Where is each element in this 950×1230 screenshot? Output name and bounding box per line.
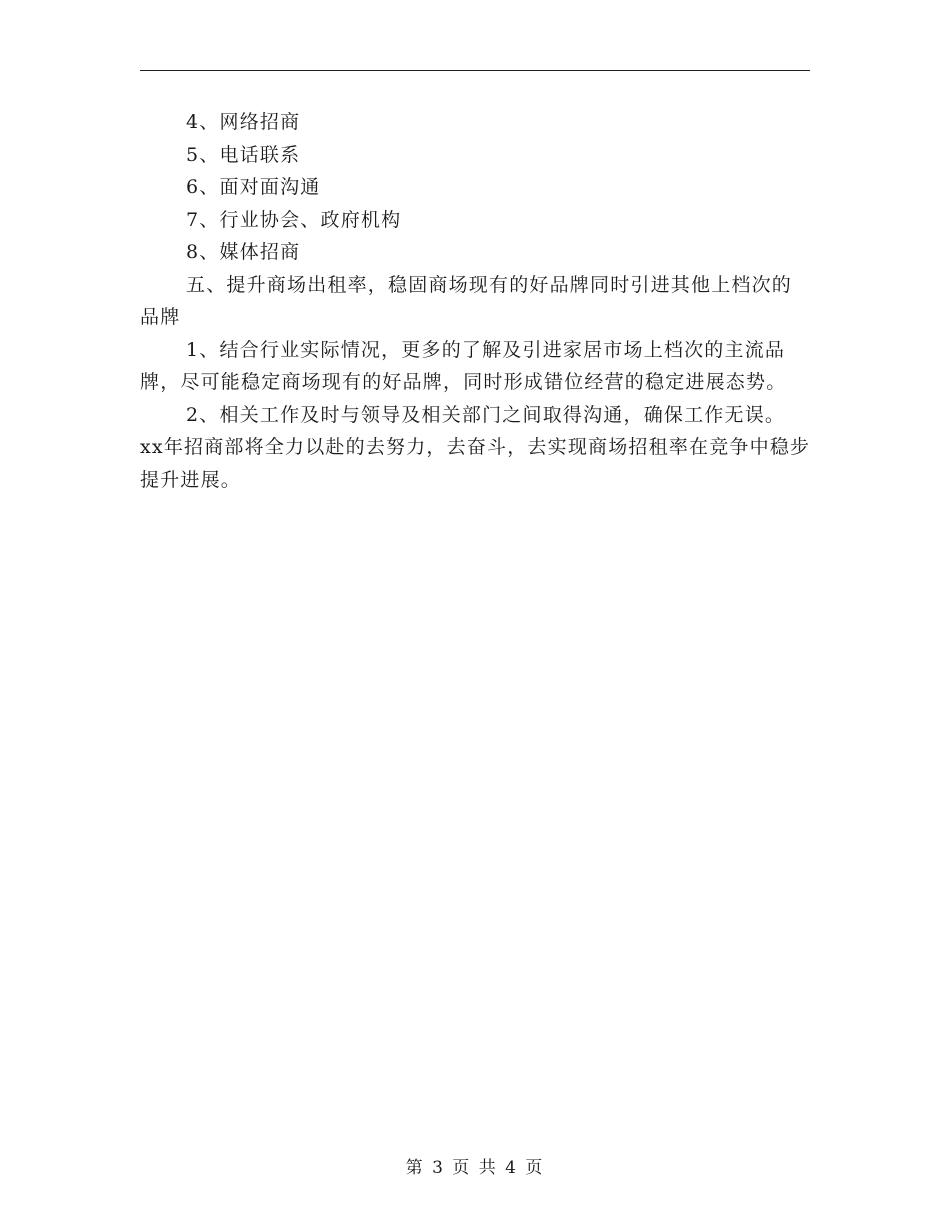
section-heading-five: 五、提升商场出租率，稳固商场现有的好品牌同时引进其他上档次的品牌	[140, 273, 793, 328]
list-item-face-to-face: 6、面对面沟通	[186, 176, 321, 198]
list-item-associations: 7、行业协会、政府机构	[186, 208, 402, 231]
paragraph-point-one: 1、结合行业实际情况，更多的了解及引进家居市场上档次的主流品牌，尽可能稳定商场现有的好品牌，同时形成错位经营的稳定进展态势。	[140, 338, 787, 393]
list-item-media-investment: 8、媒体招商	[186, 241, 301, 263]
list-item-phone-contact: 5、电话联系	[186, 143, 301, 166]
header-divider	[140, 70, 810, 71]
paragraph-point-two: 2、相关工作及时与领导及相关部门之间取得沟通，确保工作无误。	[186, 403, 786, 426]
page-number-footer: 第 3 页 共 4 页	[405, 1158, 545, 1178]
paragraph-conclusion: xx年招商部将全力以赴的去努力，去奋斗，去实现商场招租率在竞争中稳步提升进展。	[140, 436, 811, 491]
list-item-online-investment: 4、网络招商	[186, 111, 301, 133]
document-body	[140, 106, 812, 496]
